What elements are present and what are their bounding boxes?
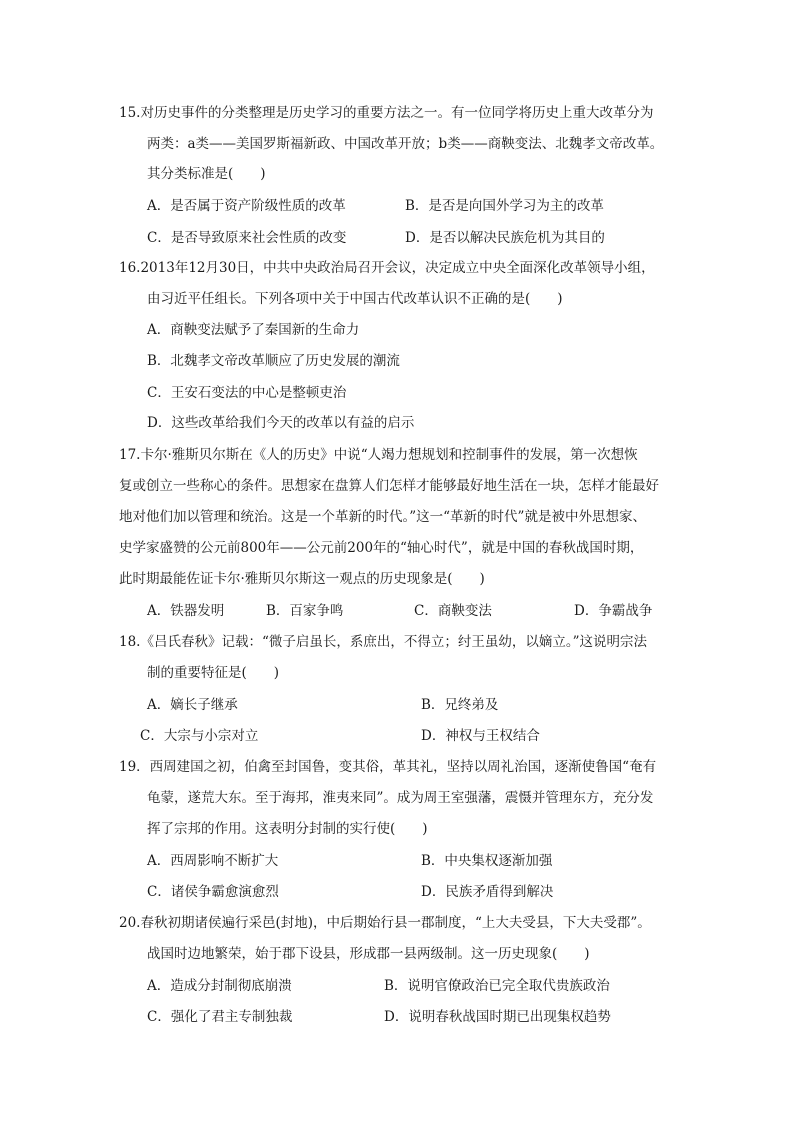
option-c: C．强化了君主专制独裁 xyxy=(147,1009,293,1025)
question-stem-line: 地对他们加以管理和统治。这是一个革新的时代。”这一“革新的时代”就是被中外思想家、 xyxy=(119,509,646,525)
question-stem-line: 两类：a类——美国罗斯福新政、中国改革开放；b类——商鞅变法、北魏孝文帝改革。 xyxy=(147,136,664,152)
option-d: D．民族矛盾得到解决 xyxy=(421,884,554,900)
option-d: D．说明春秋战国时期已出现集权趋势 xyxy=(384,1009,611,1025)
option-d: D．这些改革给我们今天的改革以有益的启示 xyxy=(147,415,415,431)
question-stem-line: 20.春秋初期诸侯遍行采邑(封地)，中后期始行县一郡制度，“上大夫受县，下大夫受郡”。 xyxy=(119,915,651,931)
question-stem-line: 15.对历史事件的分类整理是历史学习的重要方法之一。有一位同学将历史上重大改革分为 xyxy=(119,105,654,121)
option-d: D．是否以解决民族危机为其目的 xyxy=(405,230,605,246)
option-c: C．商鞅变法 xyxy=(414,603,492,619)
option-a: A．商鞅变法赋予了秦国新的生命力 xyxy=(147,322,360,338)
option-a: A．是否属于资产阶级性质的改革 xyxy=(147,198,346,214)
question-stem-line: 17.卡尔·雅斯贝尔斯在《人的历史》中说“人竭力想规划和控制事件的发展，第一次想恢 xyxy=(119,447,638,463)
question-stem-line: 19．西周建国之初，伯禽至封国鲁，变其俗，革其礼，坚持以周礼治国，逐渐使鲁国“奄有 xyxy=(119,759,657,775)
question-stem-line: 复或创立一些称心的条件。思想家在盘算人们怎样才能够最好地生活在一块，怎样才能最好 xyxy=(119,478,659,494)
question-stem-line: 其分类标准是( ) xyxy=(147,166,266,182)
option-a: A．西周影响不断扩大 xyxy=(147,853,279,869)
question-stem-line: 16.2013年12月30日，中共中央政治局召开会议，决定成立中央全面深化改革领导小组， xyxy=(119,260,655,276)
option-d: D．争霸战争 xyxy=(574,603,653,619)
question-stem-line: 龟蒙，遂荒大东。至于海邦，淮夷来同”。成为周王室强藩，震慑并管理东方，充分发 xyxy=(147,790,654,806)
option-a: A．造成分封制彻底崩溃 xyxy=(147,978,292,994)
option-a: A．铁器发明 xyxy=(147,603,225,619)
option-d: D．神权与王权结合 xyxy=(421,728,540,744)
option-b: B．兄终弟及 xyxy=(421,697,499,713)
option-b: B．说明官僚政治已完全取代贵族政治 xyxy=(384,978,610,994)
question-stem-line: 挥了宗邦的作用。这表明分封制的实行使( ) xyxy=(147,821,428,837)
question-stem-line: 18.《吕氏春秋》记载：“微子启虽长，系庶出，不得立；纣王虽幼，以嫡立。”这说明宗法 xyxy=(119,634,648,650)
question-stem-line: 此时期最能佐证卡尔·雅斯贝尔斯这一观点的历史现象是( ) xyxy=(119,571,485,587)
option-c: C．大宗与小宗对立 xyxy=(140,728,259,744)
option-c: C．诸侯争霸愈演愈烈 xyxy=(147,884,279,900)
option-a: A．嫡长子继承 xyxy=(147,697,238,713)
option-c: C．王安石变法的中心是整顿吏治 xyxy=(147,385,347,401)
option-b: B．中央集权逐渐加强 xyxy=(421,853,553,869)
question-stem-line: 由习近平任组长。下列各项中关于中国古代改革认识不正确的是( ) xyxy=(147,291,563,307)
option-c: C．是否导致原来社会性质的改变 xyxy=(147,230,347,246)
question-stem-line: 史学家盛赞的公元前800年——公元前200年的“轴心时代”，就是中国的春秋战国时期， xyxy=(119,540,644,556)
question-stem-line: 战国时边地繁荣，始于郡下设县，形成郡一县两级制。这一历史现象( ) xyxy=(147,946,590,962)
question-stem-line: 制的重要特征是( ) xyxy=(147,665,280,681)
option-b: B．百家争鸣 xyxy=(266,603,344,619)
option-b: B．北魏孝文帝改革顺应了历史发展的潮流 xyxy=(147,353,400,369)
option-b: B．是否是向国外学习为主的改革 xyxy=(405,198,604,214)
